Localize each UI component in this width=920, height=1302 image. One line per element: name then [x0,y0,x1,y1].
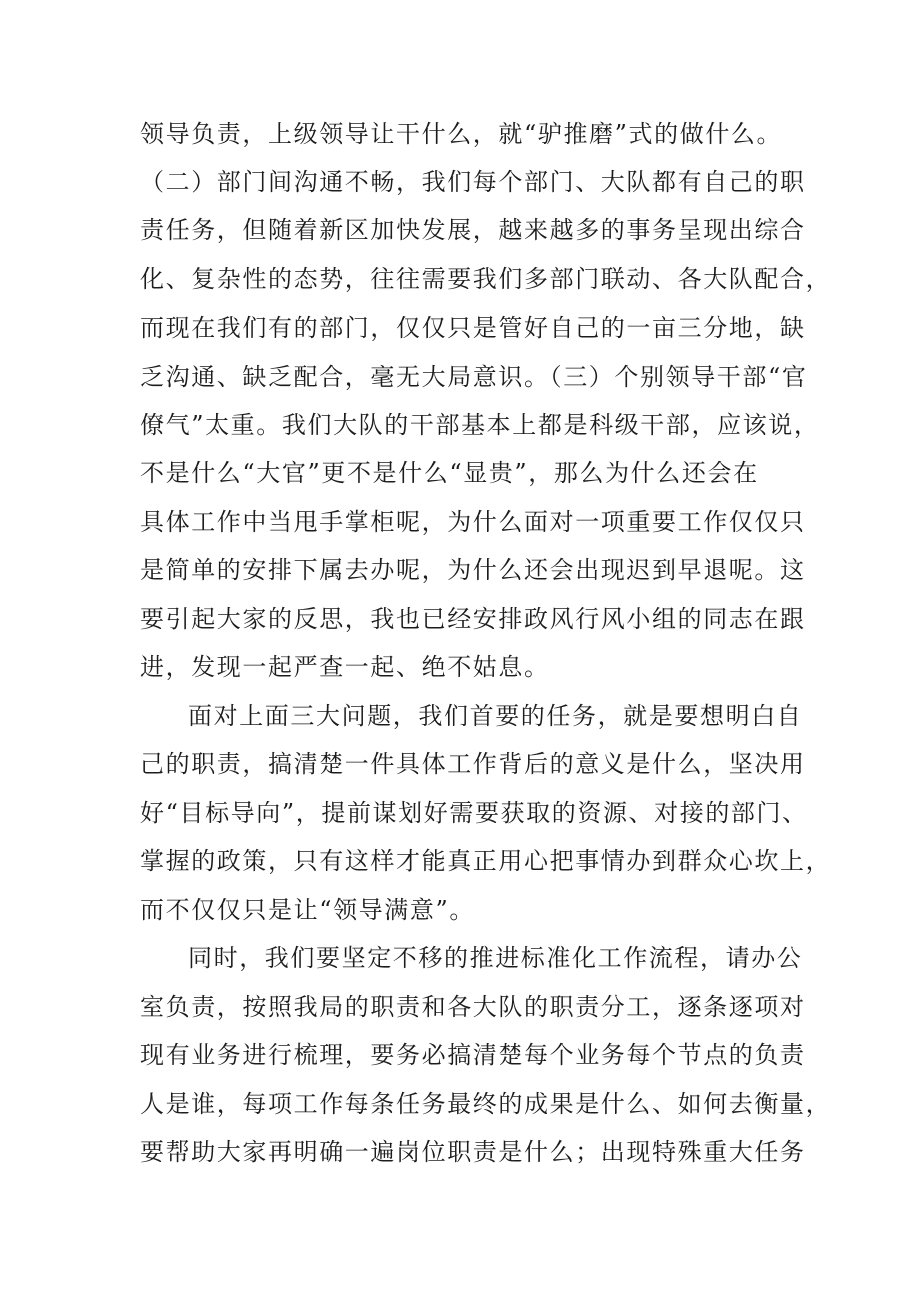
text-line: 领导负责，上级领导让干什么，就“驴推磨”式的做什么。 [140,120,783,148]
text-line: 室负责，按照我局的职责和各大队的职责分工，逐条逐项对 [140,993,806,1021]
text-line: 乏沟通、缺乏配合，毫无大局意识。（三）个别领导干部“官 [140,363,808,391]
paragraph-first-line: 同时，我们要坚定不移的推进标准化工作流程，请办公 [188,944,803,972]
text-line: 现有业务进行梳理，要务必搞清楚每个业务每个节点的负责 [140,1041,806,1069]
text-line: 僚气”太重。我们大队的干部基本上都是科级干部，应该说， [140,411,820,439]
text-line: 不是什么“大官”更不是什么“显贵”，那么为什么还会在 [140,459,759,487]
text-line: 好“目标导向”，提前谋划好需要获取的资源、对接的部门、 [140,799,808,827]
paragraph-first-line: 面对上面三大问题，我们首要的任务，就是要想明白自 [188,702,803,730]
text-line: 责任务，但随着新区加快发展，越来越多的事务呈现出综合 [140,216,806,244]
text-line: 具体工作中当甩手掌柜呢，为什么面对一项重要工作仅仅只 [140,508,806,536]
text-line: 是简单的安排下属去办呢，为什么还会出现迟到早退呢。这 [140,556,806,584]
text-line: 己的职责，搞清楚一件具体工作背后的意义是什么，坚决用 [140,750,806,778]
text-line: 而现在我们有的部门，仅仅只是管好自己的一亩三分地，缺 [140,314,806,342]
text-line: （二）部门间沟通不畅，我们每个部门、大队都有自己的职 [140,168,806,196]
text-line: 要引起大家的反思，我也已经安排政风行风小组的同志在跟 [140,605,806,633]
text-line: 要帮助大家再明确一遍岗位职责是什么；出现特殊重大任务 [140,1138,806,1166]
text-line: 而不仅仅只是让“领导满意”。 [140,896,475,924]
text-line: 掌握的政策，只有这样才能真正用心把事情办到群众心坎上， [140,847,832,875]
text-line: 进，发现一起严查一起、绝不姑息。 [140,653,550,681]
text-line: 人是谁，每项工作每条任务最终的成果是什么、如何去衡量， [140,1090,832,1118]
text-line: 化、复杂性的态势，往往需要我们多部门联动、各大队配合， [140,265,832,293]
